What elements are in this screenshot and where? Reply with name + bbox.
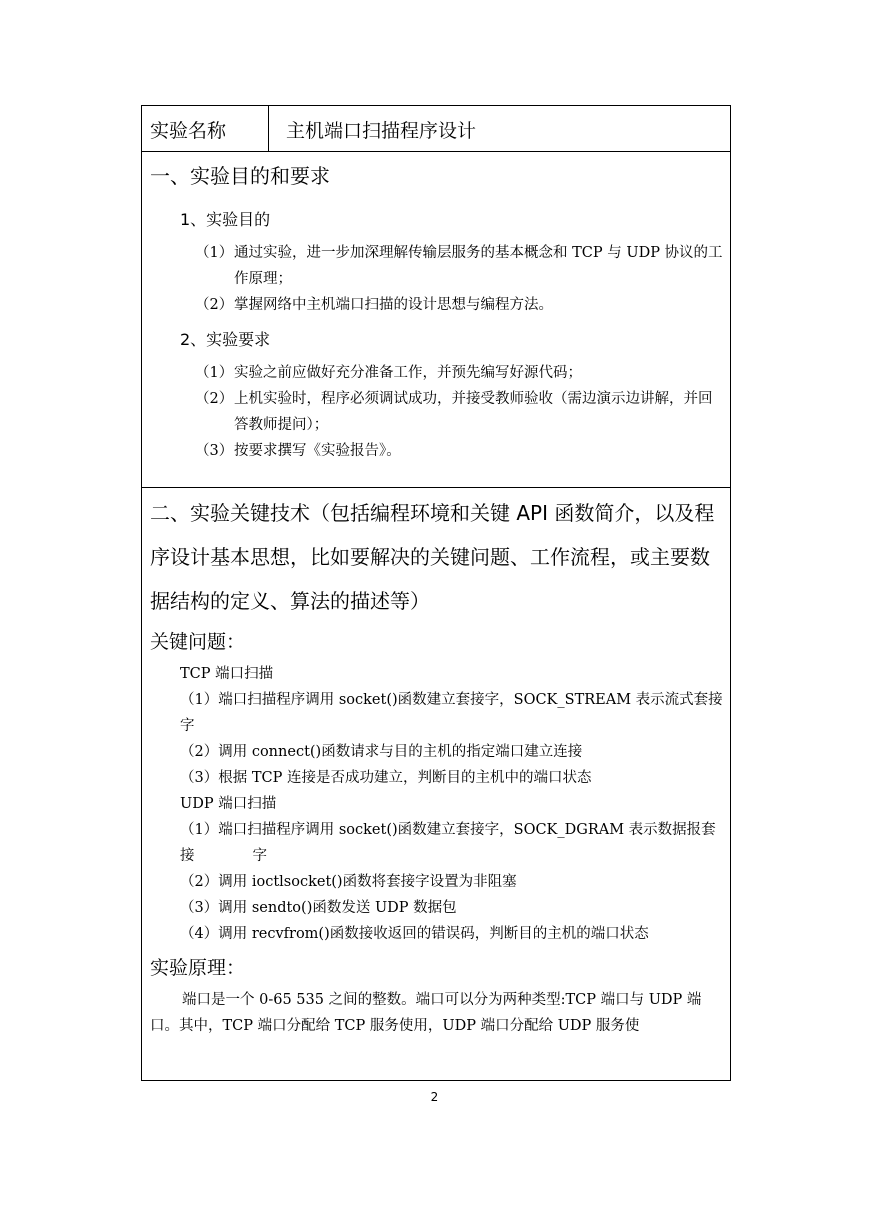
report-table	[141, 105, 731, 1081]
purpose-title: 1、实验目的	[180, 210, 271, 229]
udp-step: （3）调用 sendto()函数发送 UDP 数据包	[180, 900, 457, 916]
udp-step: （1）端口扫描程序调用 socket()函数建立套接字，SOCK_DGRAM 表示数据报套接 字	[180, 822, 716, 864]
udp-step: （4）调用 recvfrom()函数接收返回的错误码，判断目的主机的端口状态	[180, 926, 649, 942]
experiment-name-label: 实验名称	[150, 120, 227, 142]
tcp-step: （3）根据 TCP 连接是否成功建立，判断目的主机中的端口状态	[180, 770, 592, 786]
principle-text: 端口是一个 0-65 535 之间的整数。端口可以分为两种类型:TCP 端口与 UDP 端口。其中，TCP 端口分配给 TCP 服务使用，UDP 端口分配给 UDP 服务使	[150, 992, 702, 1034]
udp-step: （2）调用 ioctlsocket()函数将套接字设置为非阻塞	[180, 874, 517, 890]
section-key-technology	[142, 491, 730, 1039]
section2-title: 二、实验关键技术（包括编程环境和关键 API 函数简介，以及程序设计基本思想，比如要解决的关键问题、工作流程，或主要数据结构的定义、算法的描述等）	[150, 501, 715, 613]
key-issues-title: 关键问题：	[150, 631, 246, 653]
purpose-item: （1） 通过实验，进一步加深理解传输层服务的基本概念和 TCP 与 UDP 协议的工作原理；	[195, 245, 723, 287]
row-divider-1	[142, 151, 730, 152]
page-number: 2	[430, 1090, 439, 1104]
requirement-item: （2） 上机实验时，程序必须调试成功，并接受教师验收（需边演示边讲解，并回答教师提问）；	[195, 391, 713, 433]
section-purpose-requirements	[142, 161, 730, 464]
experiment-name-value: 主机端口扫描程序设计	[286, 120, 477, 142]
row-divider-2	[142, 487, 730, 488]
principle-title: 实验原理：	[150, 957, 246, 979]
section1-title: 一、实验目的和要求	[150, 164, 330, 188]
requirements-title: 2、实验要求	[180, 330, 271, 349]
header-divider	[268, 106, 269, 151]
tcp-step: （2）调用 connect()函数请求与目的主机的指定端口建立连接	[180, 744, 583, 760]
requirement-item: （1） 实验之前应做好充分准备工作，并预先编写好源代码；	[195, 365, 582, 381]
requirement-item: （3） 按要求撰写《实验报告》。	[195, 443, 401, 459]
tcp-step: （1）端口扫描程序调用 socket()函数建立套接字，SOCK_STREAM 表示流式套接字	[180, 692, 723, 734]
purpose-item: （2） 掌握网络中主机端口扫描的设计思想与编程方法。	[195, 297, 553, 313]
tcp-scan-title: TCP 端口扫描	[180, 666, 274, 682]
udp-scan-title: UDP 端口扫描	[180, 796, 277, 812]
